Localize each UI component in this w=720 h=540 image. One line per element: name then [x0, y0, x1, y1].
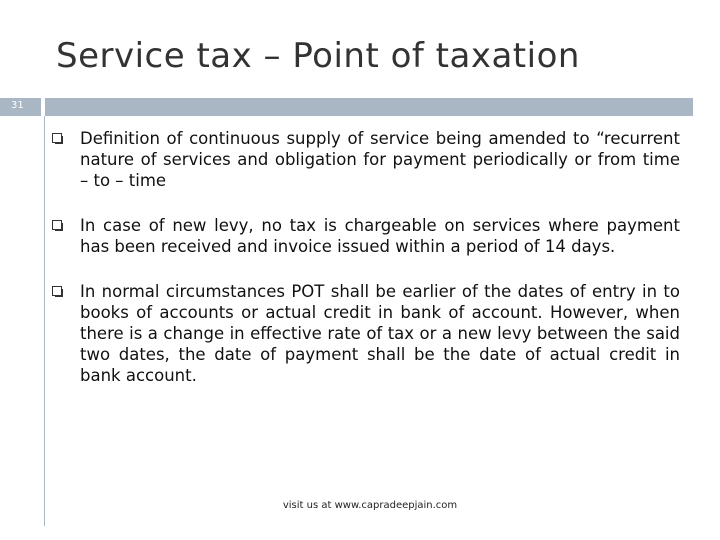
- bullet-item: [52, 128, 680, 191]
- square-bullet-icon: [52, 220, 62, 230]
- bullet-list: [52, 128, 680, 410]
- bullet-item: [52, 215, 680, 257]
- square-bullet-icon: [52, 286, 62, 296]
- slide-number: 31: [11, 100, 24, 111]
- bullet-text: Definition of continuous supply of service being amended to “recurrent nature of services and obligation for payment periodically or from time – to – time: [80, 129, 680, 190]
- bullet-item: [52, 281, 680, 386]
- square-bullet-icon: [52, 133, 62, 143]
- accent-bar: [45, 98, 693, 116]
- bullet-text: In normal circumstances POT shall be earlier of the dates of entry in to books of accounts or actual credit in bank of account. However, when there is a change in effective rate of tax or a new levy between the said two dates, the date of payment shall be the date of actual credit in bank account.: [80, 282, 680, 385]
- slide-number-box: [0, 98, 41, 116]
- slide-title: Service tax – Point of taxation: [56, 36, 580, 76]
- bullet-text: In case of new levy, no tax is chargeable on services where payment has been received and invoice issued within a period of 14 days.: [80, 216, 680, 256]
- left-divider: [44, 116, 45, 526]
- footer-text: visit us at www.capradeepjain.com: [282, 500, 458, 511]
- title-rule: [0, 98, 720, 116]
